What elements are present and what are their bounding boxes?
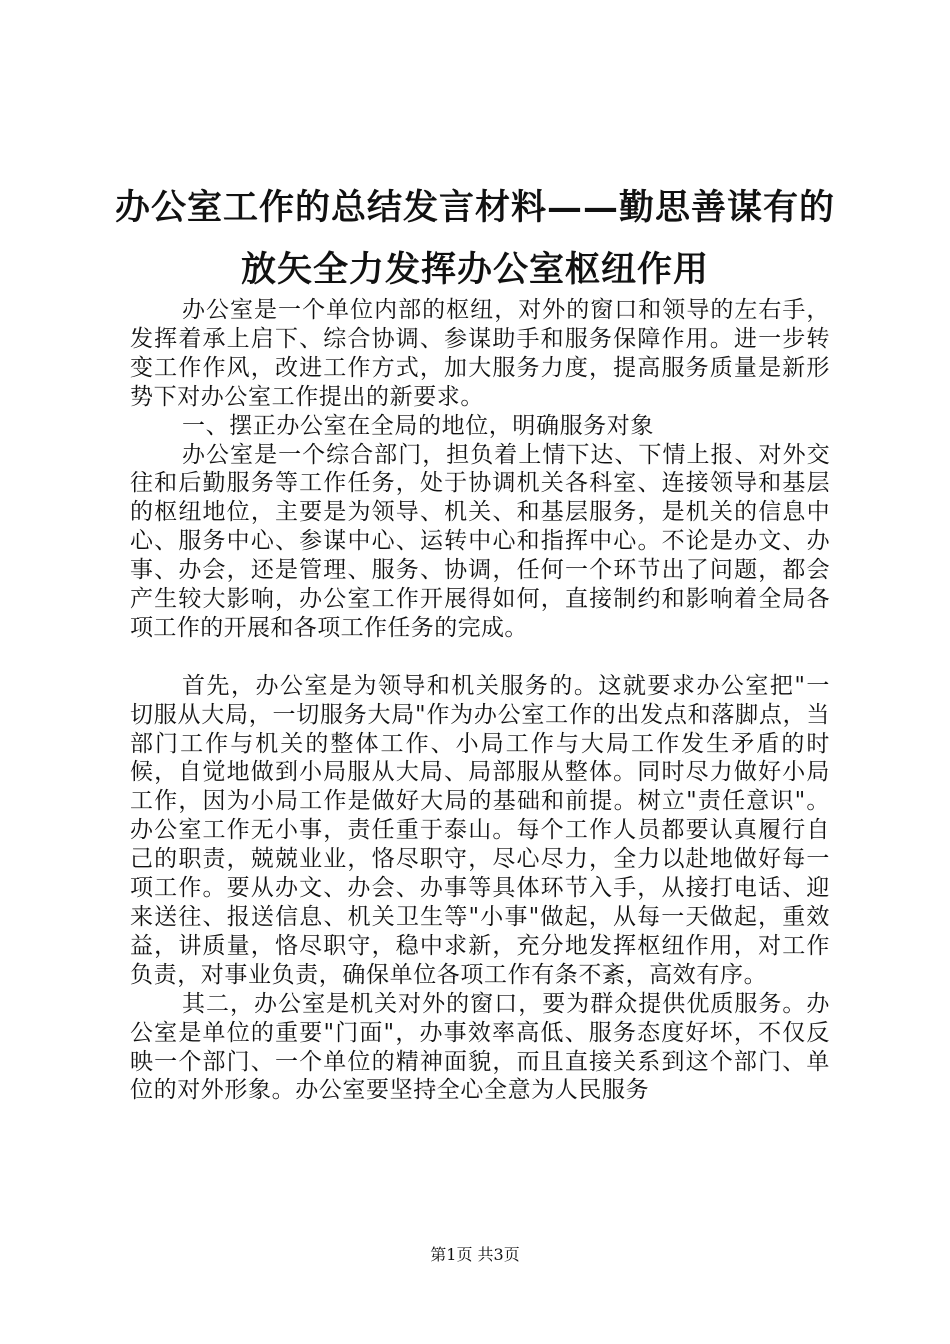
page-footer: 第1页 共3页	[430, 1245, 520, 1264]
section-heading-1: 一、摆正办公室在全局的地位，明确服务对象	[182, 412, 654, 439]
paragraph-first-point: 首先，办公室是为领导和机关服务的。这就要求办公室把"一切服从大局，一切服务大局"作为办公室工作的出发点和落脚点，当部门工作与机关的整体工作、小局工作与大局工作发生矛盾的时候，自觉地做到小局服从大局、局部服从整体。同时尽力做好小局工作，因为小局工作是做好大局的基础和前提。树立"责任意识"。办公室工作无小事，责任重于泰山。每个工作人员都要认真履行自己的职责，兢兢业业，恪尽职守，尽心尽力，全力以赴地做好每一项工作。要从办文、办会、办事等具体环节入手，从接打电话、迎来送往、报送信息、机关卫生等"小事"做起，从每一天做起，重效益，讲质量，恪尽职守，稳中求新，充分地发挥枢纽作用，对工作负责，对事业负责，确保单位各项工作有条不紊，高效有序。	[130, 672, 830, 988]
document-title-line-2: 放矢全力发挥办公室枢纽作用	[240, 249, 709, 290]
paragraph-office-role: 办公室是一个综合部门，担负着上情下达、下情上报、对外交往和后勤服务等工作任务，处于协调机关各科室、连接领导和基层的枢纽地位，主要是为领导、机关、和基层服务，是机关的信息中心、服务中心、参谋中心、运转中心和指挥中心。不论是办文、办事、办会，还是管理、服务、协调，任何一个环节出了问题，都会产生较大影响，办公室工作开展得如何，直接制约和影响着全局各项工作的开展和各项工作任务的完成。	[130, 441, 830, 641]
document-title-line-1: 办公室工作的总结发言材料——勤思善谋有的	[114, 187, 835, 228]
document-body	[130, 296, 830, 1105]
paragraph-intro: 办公室是一个单位内部的枢纽，对外的窗口和领导的左右手，发挥着承上启下、综合协调、参谋助手和服务保障作用。进一步转变工作作风，改进工作方式，加大服务力度，提高服务质量是新形势下对办公室工作提出的新要求。	[130, 297, 830, 410]
paragraph-second-point: 其二，办公室是机关对外的窗口，要为群众提供优质服务。办公室是单位的重要"门面"，办事效率高低、服务态度好坏，不仅反映一个部门、一个单位的精神面貌，而且直接关系到这个部门、单位的对外形象。办公室要坚持全心全意为人民服务	[130, 990, 830, 1104]
